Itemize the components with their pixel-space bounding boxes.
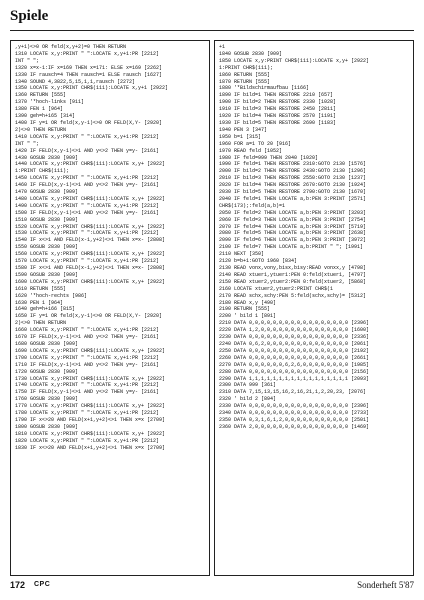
code-line: 1860 RETURN [555] xyxy=(219,71,271,78)
code-line: 1940 PEN 3 [347] xyxy=(219,126,268,133)
code-line: 1420 IF FELD(x,y-1)<>1 AND y<>2 THEN y=y- [2161] xyxy=(15,147,160,154)
code-line: 1640 geh=h+166 [815] xyxy=(15,306,76,313)
code-line: 1520 LOCATE x,y:PRINT CHR$(111):LOCATE x,y+ [2922] xyxy=(15,223,166,230)
code-line: 1340 SOUND 4,3822,5,15,1,1,rausch [2272] xyxy=(15,78,136,85)
code-line: 1360 RETURN [555] xyxy=(15,92,67,99)
code-line: 1890 IF bild=1 THEN RESTORE 2210 [657] xyxy=(219,92,334,99)
page-footer xyxy=(10,580,414,594)
code-line: 2180 READ x,y [490] xyxy=(219,299,277,306)
code-line: 2070 IF feld=4 THEN LOCATE a,b:PEN 3:PRINT [5719] xyxy=(219,223,367,230)
code-line: 1370 '*hoch-links [911] xyxy=(15,99,85,106)
code-line: 2020 IF bild=4 THEN RESTORE 2670:GOTO 2130 [1924] xyxy=(219,182,367,189)
code-line: 1900 IF bild=2 THEN RESTORE 2330 [1028] xyxy=(219,99,337,106)
code-line: 1600 LOCATE x,y:PRINT CHR$(111):LOCATE x,y+ [2922] xyxy=(15,278,166,285)
code-line: 1330 IF rausch=4 THEN rausch=1 ELSE rausch [1627] xyxy=(15,71,163,78)
code-line: 1380 FEN 1 [964] xyxy=(15,106,64,113)
code-listing-right xyxy=(214,40,414,576)
code-line: 1930 IF bild=5 THEN RESTORE 2690 [1183] xyxy=(219,119,337,126)
code-line: 1450 LOCATE x,y:PRINT " ":LOCATE x,y+1:PR [2212] xyxy=(15,175,160,182)
code-line: 2130 READ vonx,vony,bisx,bisy:READ vonxx,y [4798] xyxy=(219,265,367,271)
code-line: 1950 b=1 [315] xyxy=(219,133,262,140)
code-line: 1:PRINT CHR$(111); xyxy=(15,168,70,175)
code-line: 2280 DATA 0,0,0,0,0,0,0,0,0,0,0,0,0,0,0,0,0 [2156] xyxy=(219,368,370,375)
code-line: 2230 DATA 0,0,0,0,0,0,0,0,0,0,0,0,0,0,0,0,0 [2336] xyxy=(219,334,370,341)
code-line: 1540 IF x<>1 AND FELD(x-1,y+2)<>1 THEN x=x- [2808] xyxy=(15,237,166,244)
code-line: 1410 LOCATE x,y:PRINT " ":LOCATE x,y+1:PR [2212] xyxy=(15,133,160,140)
code-line: 2220 DATA 1,2,0,0,0,0,0,0,0,0,0,0,0,0,0,0,0 [1600] xyxy=(219,327,370,334)
issue-label: Sonderheft 5'87 xyxy=(357,580,414,590)
code-line: 1500 IF FELD(x,y-1)<>1 AND y<>2 THEN y=y- [2161] xyxy=(15,209,160,216)
page-number: 172 xyxy=(10,580,26,590)
code-line: 2240 DATA 0,6,2,0,0,0,0,0,0,0,0,0,0,0,0,0,0 [2061] xyxy=(219,340,370,347)
code-line: 1320 x=x-1:IF x=169 THEN x=171: ELSE x=169 [2262] xyxy=(15,64,163,71)
code-line: 2140 READ xtuer1,ytuer1:PEN 0:feld(xtuer1, [4797] xyxy=(219,271,367,278)
code-line: 1350 LOCATE x,y:PRINT CHR$(111):LOCATE x,y+1 [2922] xyxy=(15,85,169,92)
code-line: 1650 IF y=1 OR feld(x,y-1)<>0 OR FELD(X,Y- [2920] xyxy=(15,313,163,320)
code-line: 2090 IF feld=6 THEN LOCATE a,b:PEN 3:PRINT [3972] xyxy=(219,237,367,244)
code-line: 2)<>0 THEN RETURN xyxy=(15,126,67,133)
code-line: 1970 READ feld [1052] xyxy=(219,147,283,154)
code-line: INT " "; xyxy=(15,140,40,147)
code-line: 1310 LOCATE x,y:PRINT " ":LOCATE x,y+1:PR [2212] xyxy=(15,50,160,57)
code-line: 1830 IF x<>20 AND FELD(x+1,y+2)<>1 THEN x=x [2709] xyxy=(15,444,166,451)
page-header xyxy=(10,8,414,31)
code-line: 2260 DATA 0,0,0,0,0,0,0,0,0,0,0,0,0,0,0,0,0 [2661] xyxy=(219,354,370,361)
code-line: 2290 DATA 1,1,1,1,1,1,1,1,1,1,1,1,1,1,1,1,1 [2093] xyxy=(219,375,370,382)
code-line: 1620 '*hoch-rechts [986] xyxy=(15,292,88,299)
code-line: 2080 IF feld=5 THEN LOCATE a,b:PEN 3:PRINT [2638] xyxy=(219,230,367,237)
code-line: 2040 IF feld=1 THEN LOCATE a,b:PEN 3:PRINT [2571] xyxy=(219,195,367,202)
code-line: 2)<>0 THEN RETURN xyxy=(15,320,67,327)
code-line: 1790 IF x<>20 AND FELD(x+1,y+2)<>1 THEN x=x [2709] xyxy=(15,416,166,423)
code-line: 1990 IF feld=1 THEN RESTORE 2310:GOTO 2130 [1576] xyxy=(219,161,367,168)
code-line: 1710 IF FELD(x,y-1)<>1 AND y<>2 THEN y=y- [2161] xyxy=(15,361,160,368)
code-line: INT " "; xyxy=(15,57,40,64)
code-line: 1580 IF x<>1 AND FELD(x-1,y+2)<>1 THEN x=x- [2808] xyxy=(15,265,166,271)
code-line: 1510 GOSUB 2830 [909] xyxy=(15,216,79,223)
code-line: 1480 LOCATE x,y:PRINT CHR$(111):LOCATE x,y+ [2922] xyxy=(15,195,166,202)
code-line: 2110 NEXT [350] xyxy=(219,251,265,258)
code-line: 1670 IF FELD(x,y-1)<>1 AND y<>2 THEN y=y- [2161] xyxy=(15,334,160,341)
code-line: 1560 LOCATE x,y:PRINT CHR$(111):LOCATE x,y+ [2922] xyxy=(15,251,166,258)
magazine-logo: CPC xyxy=(34,581,51,588)
code-line: 1800 GOSUB 2830 [909] xyxy=(15,423,79,430)
code-line: 2300 DATA 999 [361] xyxy=(219,382,277,389)
code-line: 1760 GOSUB 2830 [909] xyxy=(15,396,79,403)
code-line: ,y+1)<>0 OR feld(x,y+2)=0 THEN RETURN xyxy=(15,44,127,50)
code-line: 1740 LOCATE x,y:PRINT " ":LOCATE x,y+1:PR [2212] xyxy=(15,382,160,389)
code-line: 1570 LOCATE x,y:PRINT " ":LOCATE x,y+1:PR [2212] xyxy=(15,258,160,265)
code-line: 1490 LOCATE x,y:PRINT " ":LOCATE x,y+1:PR [2212] xyxy=(15,202,160,209)
code-line: 2340 DATA 0,0,0,0,0,0,0,0,0,0,0,0,0,0,0,0,0 [2733] xyxy=(219,410,370,417)
code-line: 1680 GOSUB 2830 [909] xyxy=(15,340,79,347)
code-line: 1770 LOCATE x,y:PRINT CHR$(111):LOCATE x,y+ [2922] xyxy=(15,403,166,410)
code-line: 1810 LOCATE x,y:PRINT CHR$(111):LOCATE x,y+ [2922] xyxy=(15,430,166,437)
code-line: CHR$(173);:feld(a,b)=1 xyxy=(219,202,286,209)
code-line: 1750 IF FELD(x,y-1)<>1 AND y<>2 THEN y=y- [2161] xyxy=(15,389,160,396)
code-line: 2210 DATA 0,0,0,0,0,0,0,0,0,0,0,0,0,0,0,0,0 [2396] xyxy=(219,320,370,327)
code-line: 1780 LOCATE x,y:PRINT " ":LOCATE x,y+1:PR [2212] xyxy=(15,410,160,417)
code-line: 1700 LOCATE x,y:PRINT " ":LOCATE x,y+1:PR [2212] xyxy=(15,354,160,361)
code-line: 2310 DATA 7,15,13,15,16,2,16,21,1,2,20,23, [2076] xyxy=(219,389,367,396)
code-line: 2050 IF feld=2 THEN LOCATE a,b:PEN 3:PRINT [3203] xyxy=(219,209,367,216)
code-line: 1630 PEN 1 [964] xyxy=(15,299,64,306)
section-title: Spiele xyxy=(10,8,49,24)
code-line: 1440 LOCATE x,y:PRINT CHR$(111):LOCATE x,y+ [2922] xyxy=(15,161,166,168)
code-line: 1690 LOCATE x,y:PRINT CHR$(111):LOCATE x,y+ [2922] xyxy=(15,347,166,354)
code-line: 1460 IF FELD(x,y-1)<>1 AND y<>2 THEN y=y- [2161] xyxy=(15,182,160,189)
code-line: 1910 IF bild=3 THEN RESTORE 2450 [2811] xyxy=(219,106,337,113)
code-line: 1980 IF feld=999 THEN 2040 [1020] xyxy=(219,154,319,161)
code-line: 1470 GOSUB 2830 [909] xyxy=(15,189,79,196)
code-line: 1550 GOSUB 2830 [909] xyxy=(15,244,79,251)
code-line: 2330 DATA 0,0,0,0,0,0,0,0,0,0,0,0,0,0,0,0,0 [2396] xyxy=(219,403,370,410)
code-line: 2160 LOCATE xtuer2,ytuer2:PRINT CHR$(1 xyxy=(219,285,334,292)
code-line: 1590 GOSUB 2830 [909] xyxy=(15,271,79,278)
code-line: 2060 IF feld=3 THEN LOCATE a,b:PEN 3:PRINT [2754] xyxy=(219,216,367,223)
code-line: 1530 LOCATE x,y:PRINT " ":LOCATE x,y+1:PR [2212] xyxy=(15,230,160,237)
code-line: 2120 b=b+1:GOTO 1960 [834] xyxy=(219,258,298,265)
code-line: 2150 READ xtuer2,ytuer2:PEN 0:feld(xtuer2, [5868] xyxy=(219,278,367,285)
code-line: 2010 IF bild=3 THEN RESTORE 2550:GOTO 2130 [1237] xyxy=(219,175,367,182)
code-line: 1720 GOSUB 2830 [909] xyxy=(15,368,79,375)
code-line: 1390 geh=h+165 [314] xyxy=(15,113,76,120)
code-line: 1820 LOCATE x,y:PRINT " ":LOCATE x,y+1:PR [2212] xyxy=(15,437,160,444)
code-line: 1840 GOSUB 2830 [909] xyxy=(219,50,283,57)
code-listing-left xyxy=(10,40,210,576)
code-line: 1870 RETURN [555] xyxy=(219,78,271,85)
code-line: 1920 IF bild=4 THEN RESTORE 2570 [1191] xyxy=(219,113,337,120)
code-line: 1730 LOCATE x,y:PRINT CHR$(111):LOCATE x,y+ [2922] xyxy=(15,375,166,382)
code-line: 2320 ' bild 2 [894] xyxy=(219,396,277,403)
code-line: 2360 DATA 2,0,0,0,0,0,0,0,0,0,0,0,0,0,0,0,0 [1469] xyxy=(219,423,370,430)
code-line: 1960 FOR a=1 TO 20 [916] xyxy=(219,140,292,147)
code-line: 1850 LOCATE x,y:PRINT CHR$(111):LOCATE x,y+ [2922] xyxy=(219,57,370,64)
code-line: 2270 DATA 0,0,0,0,0,0,6,2,6,0,0,0,0,0,0,0,0 [1985] xyxy=(219,361,370,368)
code-line: 1610 RETURN [555] xyxy=(15,285,67,292)
code-line: 1880 '*Bildschirmaufbau [1166] xyxy=(219,85,310,92)
code-line: +1 xyxy=(219,44,226,50)
code-line: 1430 GOSUB 2830 [909] xyxy=(15,154,79,161)
code-line: 1:PRINT CHR$(111); xyxy=(219,64,274,71)
code-line: 2100 IF feld=7 THEN LOCATE a,b:PRINT " "; [1991] xyxy=(219,244,364,251)
code-line: 2250 DATA 0,0,0,0,0,0,0,0,0,0,0,0,0,0,0,0,0 [2192] xyxy=(219,347,370,354)
code-line: 2190 RETURN [555] xyxy=(219,306,271,313)
code-line: 2030 IF bild=5 THEN RESTORE 2790:GOTO 2130 [1670] xyxy=(219,189,367,196)
code-line: 1400 IF y=1 OR feld(x,y-1)<>0 OR FELD(X,Y- [2920] xyxy=(15,119,163,126)
code-line: 2200 ' bild 1 [891] xyxy=(219,313,277,320)
code-line: 2350 DATA 0,3,1,6,1,2,0,0,0,0,0,0,0,0,0,0,0 [2501] xyxy=(219,416,370,423)
code-line: 2000 IF bild=2 THEN RESTORE 2430:GOTO 2130 [1296] xyxy=(219,168,367,175)
code-line: 1660 LOCATE x,y:PRINT " ":LOCATE x,y+1:PR [2212] xyxy=(15,327,160,334)
code-line: 2170 READ schx,schy:PEN 5:feld(schx,schy)= [5312] xyxy=(219,292,367,299)
